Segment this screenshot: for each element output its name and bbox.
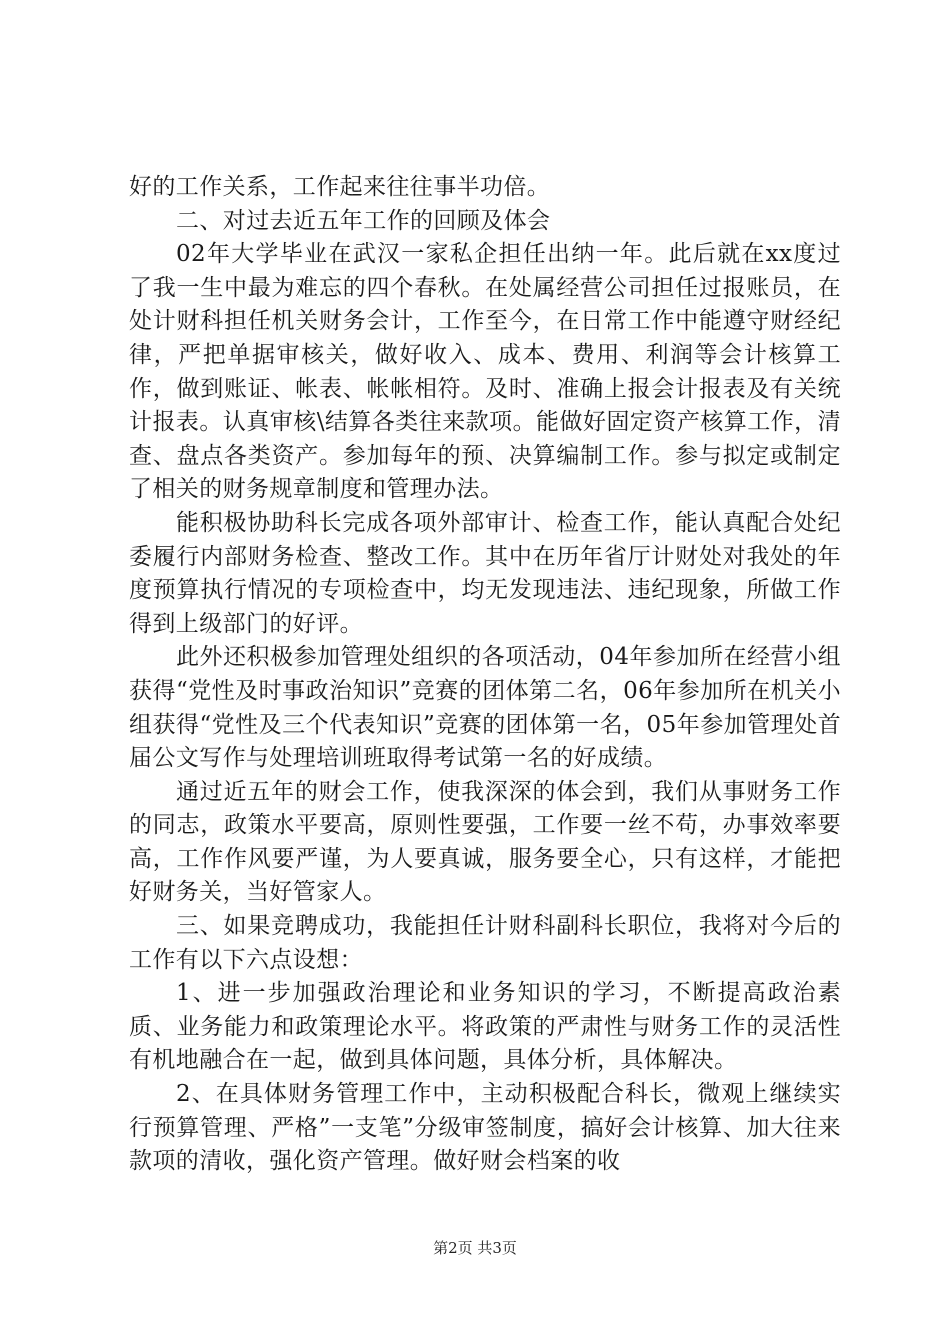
paragraph-experience: 通过近五年的财会工作，使我深深的体会到，我们从事财务工作的同志，政策水平要高，原则性要强，工作要一丝不苟，办事效率要高，工作作风要严谨，为人要真诚，服务要全心，只有这样，才能把好财务关，当好管家人。: [129, 778, 841, 906]
paragraph-activities: 此外还积极参加管理处组织的各项活动，04年参加所在经营小组获得“党性及时事政治知识”竞赛的团体第二名，06年参加所在机关小组获得“党性及三个代表知识”竞赛的团体第一名，05年参加管理处首届公文写作与处理培训班取得考试第一名的好成绩。: [129, 644, 841, 772]
paragraph-work-history: 02年大学毕业在武汉一家私企担任出纳一年。此后就在xx度过了我一生中最为难忘的四个春秋。在处属经营公司担任过报账员，在处计财科担任机关财务会计，工作至今，在日常工作中能遵守财经纪律，严把单据审核关，做好收入、成本、费用、利润等会计核算工作，做到账证、帐表、帐帐相符。及时、准确上报会计报表及有关统计报表。认真审核\结算各类往来款项。能做好固定资产核算工作，清查、盘点各类资产。参加每年的预、决算编制工作。参与拟定或制定了相关的财务规章制度和管理办法。: [129, 241, 841, 503]
section-heading-2: 二、对过去近五年工作的回顾及体会: [176, 207, 551, 234]
list-item-2: 2、在具体财务管理工作中，主动积极配合科长，微观上继续实行预算管理、严格”一支笔”分级审签制度，搞好会计核算、加大往来款项的清收，强化资产管理。做好财会档案的收: [129, 1081, 841, 1175]
page-number: 第2页 共3页: [433, 1239, 517, 1257]
document-body: [129, 171, 841, 1179]
paragraph-audit: 能积极协助科长完成各项外部审计、检查工作，能认真配合处纪委履行内部财务检查、整改工作。其中在历年省厅计财处对我处的年度预算执行情况的专项检查中，均无发现违法、违纪现象，所做工作得到上级部门的好评。: [129, 509, 841, 637]
section-heading-3: 三、如果竞聘成功，我能担任计财科副科长职位，我将对今后的工作有以下六点设想：: [129, 913, 841, 973]
paragraph-continuation: 好的工作关系，工作起来往往事半功倍。: [129, 174, 551, 200]
list-item-1: 1、进一步加强政治理论和业务知识的学习，不断提高政治素质、业务能力和政策理论水平。将政策的严肃性与财务工作的灵活性有机地融合在一起，做到具体问题，具体分析，具体解决。: [129, 980, 841, 1074]
